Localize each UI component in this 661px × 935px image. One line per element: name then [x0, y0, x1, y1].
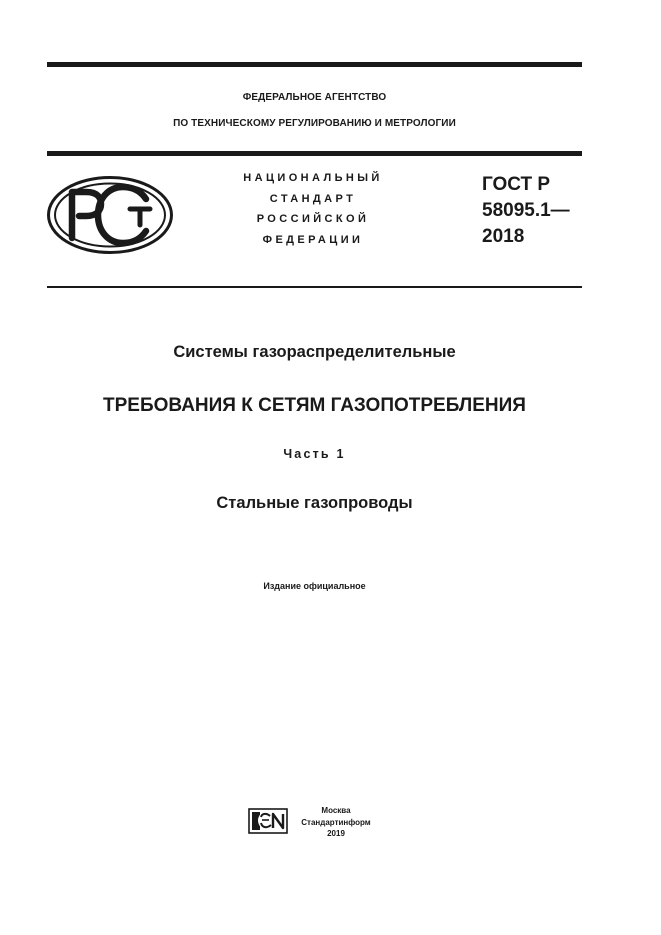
publisher-year: 2019	[327, 829, 345, 838]
section-rule	[47, 286, 582, 288]
document-heading: ТРЕБОВАНИЯ К СЕТЯМ ГАЗОПОТРЕБЛЕНИЯ	[103, 395, 526, 416]
gost-line-3: 2018	[482, 226, 525, 247]
national-line-3: РОССИЙСКОЙ	[256, 213, 370, 225]
document-subtitle: Стальные газопроводы	[216, 494, 413, 512]
national-line-4: ФЕДЕРАЦИИ	[262, 233, 364, 246]
publisher-city: Москва	[321, 806, 351, 815]
standartinform-logo-icon	[248, 808, 288, 834]
national-line-2: СТАНДАРТ	[269, 192, 357, 205]
agency-line-1: ФЕДЕРАЛЬНОЕ АГЕНТСТВО	[242, 92, 387, 103]
edition-label: Издание официальное	[263, 581, 366, 591]
part-label: Часть 1	[283, 447, 346, 461]
national-standard-label	[218, 168, 408, 250]
header-rule	[47, 151, 582, 156]
national-line-1: НАЦИОНАЛЬНЫЙ	[243, 172, 383, 184]
top-rule	[47, 62, 582, 67]
gost-number	[482, 172, 570, 250]
rst-logo-icon	[46, 175, 174, 255]
publisher-block	[296, 805, 376, 840]
publisher-name: Стандартинформ	[301, 817, 371, 827]
gost-line-1: ГОСТ Р	[482, 174, 551, 195]
document-title: Системы газораспределительные	[173, 343, 456, 361]
gost-line-2: 58095.1—	[482, 200, 570, 221]
agency-line-2: ПО ТЕХНИЧЕСКОМУ РЕГУЛИРОВАНИЮ И МЕТРОЛОГИИ	[173, 118, 456, 129]
